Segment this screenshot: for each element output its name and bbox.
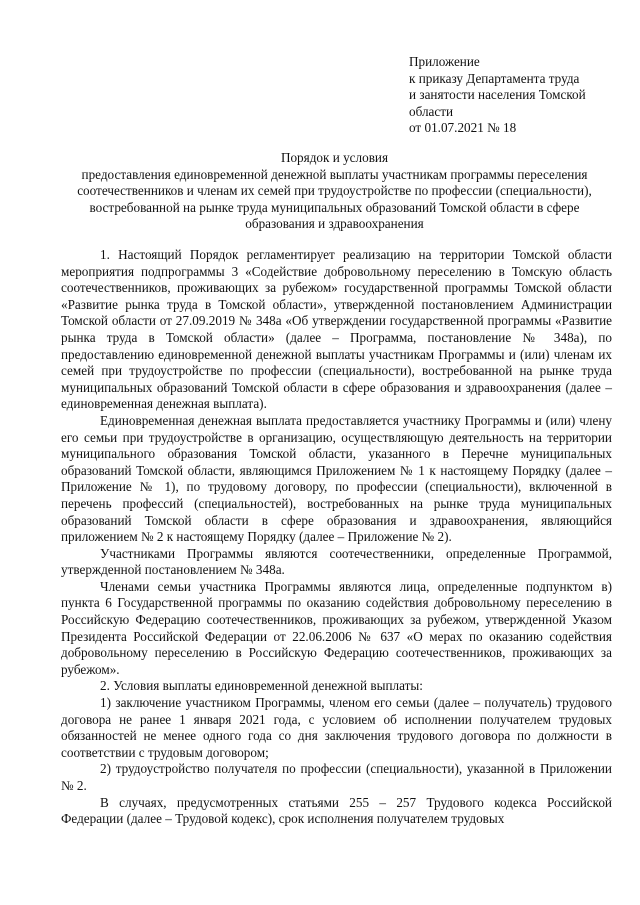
paragraph: Участниками Программы являются соотечественники, определенные Программой, утвержденной постановлением № 348а.: [61, 545, 612, 578]
appendix-line: Приложение: [409, 54, 480, 69]
paragraph: В случаях, предусмотренных статьями 255 – 257 Трудового кодекса Российской Федерации (далее – Трудовой кодекс), срок исполнения получателем трудовых: [61, 794, 612, 827]
appendix-line: области: [409, 103, 454, 119]
appendix-line: к приказу Департамента труда: [409, 70, 580, 86]
appendix-line: от 01.07.2021 № 18: [409, 120, 517, 136]
paragraph: Единовременная денежная выплата предоставляется участнику Программы и (или) члену его семьи при трудоустройстве в организацию, осуществляющую деятельность на территории муниципального образования Томской области, указанного в Перечне муниципальных образований Томской области, являющимся Приложением № 1 к настоящему Порядку (далее – Приложение № 1), по трудовому договору, по профессии (специальности), включенной в перечень профессий (специальностей), востребованных на рынке труда муниципальных образований Томской области в сфере образования и здравоохранения, являющийся приложением № 2 к настоящему Порядку (далее – Приложение № 2).: [61, 412, 612, 545]
title-subtitle: предоставления единовременной денежной выплаты участникам программы переселения соотечественников и членам их семей при трудоустройстве по профессии (специальности), востребованной на рынке труда муниципальных образований Томской области в сфере образования и здравоохранения: [77, 166, 592, 232]
paragraph: Членами семьи участника Программы являются лица, определенные подпунктом в) пункта 6 Государственной программы по оказанию содействия добровольному переселению в Российскую Федерацию соотечественников, проживающих за рубежом, утвержденной Указом Президента Российской Федерации от 22.06.2006 № 637 «О мерах по оказанию содействия добровольному переселению в Российскую Федерацию соотечественников, проживающих за рубежом».: [61, 578, 612, 677]
paragraph: 2. Условия выплаты единовременной денежной выплаты:: [100, 678, 423, 694]
document-title: [58, 150, 611, 233]
paragraph: 1. Настоящий Порядок регламентирует реализацию на территории Томской области мероприятия подпрограммы 3 «Содействие добровольному переселению в Томскую область соотечественников, проживающих за рубежом» государственной программы Томской области «Развитие рынка труда в Томской области», утвержденной постановлением Администрации Томской области от 27.09.2019 № 348а «Об утверждении государственной программы «Развитие рынка труда в Томской области» (далее – Программа, постановление № 348а), по предоставлению единовременной денежной выплаты участникам Программы и (или) членам их семей при трудоустройстве по профессии (специальности), востребованной на рынке труда муниципальных образований Томской области в сфере образования и здравоохранения (далее – единовременная денежная выплата).: [61, 247, 612, 412]
title-heading: Порядок и условия: [280, 150, 389, 165]
appendix-block: [409, 54, 624, 137]
document-body: [61, 247, 612, 828]
appendix-line: и занятости населения Томской: [409, 87, 586, 103]
paragraph: 2) трудоустройство получателя по профессии (специальности), указанной в Приложении № 2.: [61, 761, 612, 793]
paragraph: 1) заключение участником Программы, членом его семьи (далее – получатель) трудового договора не ранее 1 января 2021 года, с условием об исполнении получателем трудовых обязанностей не менее одного года со дня заключения трудового договора по должности в соответствии с трудовым договором;: [61, 695, 612, 760]
